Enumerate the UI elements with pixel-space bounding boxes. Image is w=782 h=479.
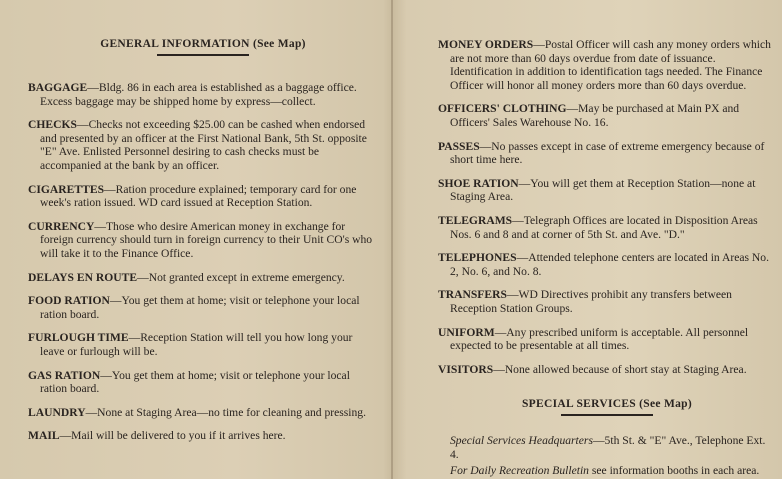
special-italic: For Daily Recreation Bulletin <box>450 464 589 478</box>
entry-money-orders <box>438 38 776 92</box>
entry-text: —Those who desire American money in exchange for foreign currency should turn in foreign currency to their Unit CO's who will take it to the Finance Office. <box>40 219 373 260</box>
entry-delays <box>28 271 378 285</box>
entry-term: TELEPHONES <box>438 251 517 265</box>
entry-telegrams <box>438 214 776 241</box>
entry-term: OFFICERS' CLOTHING <box>438 102 567 116</box>
entry-shoe-ration <box>438 177 776 204</box>
entry-text: —None at Staging Area—no time for cleaning and pressing. <box>85 405 366 419</box>
entry-officers-clothing <box>438 102 776 129</box>
entry-term: DELAYS EN ROUTE <box>28 270 138 284</box>
entry-term: MONEY ORDERS <box>438 38 534 51</box>
entry-text: —WD Directives prohibit any transfers between Reception Station Groups. <box>450 288 732 315</box>
entry-term: UNIFORM <box>438 325 495 339</box>
entry-telephones <box>438 251 776 278</box>
entry-text: —No passes except in case of extreme emergency because of short time here. <box>450 139 765 167</box>
entry-transfers <box>438 288 776 315</box>
page-fold <box>391 0 393 479</box>
entry-checks <box>28 118 378 172</box>
general-info-heading: GENERAL INFORMATION (See Map) <box>100 38 306 50</box>
entry-text: —Mail will be delivered to you if it arrives here. <box>59 429 286 443</box>
entry-text: —Bldg. 86 in each area is established as a baggage office. Excess baggage may be shipped home by express—collect. <box>40 81 357 108</box>
entry-text: —May be purchased at Main PX and Officers' Sales Warehouse No. 16. <box>450 102 740 129</box>
entry-text: —You will get them at Reception Station—none at Staging Area. <box>450 176 756 204</box>
entry-mail <box>28 429 378 443</box>
entry-text: —None allowed because of short stay at Staging Area. <box>493 362 747 376</box>
entry-term: TELEGRAMS <box>438 213 513 227</box>
entry-text: —Telegraph Offices are located in Disposition Areas Nos. 6 and 8 and at corner of 5th St. and Ave. "D." <box>450 213 758 241</box>
entry-text: —Ration procedure explained; temporary card for one week's ration issued. WD card issued at Reception Station. <box>40 182 357 210</box>
entry-cigarettes <box>28 183 378 210</box>
entry-term: VISITORS <box>438 362 494 376</box>
right-column <box>438 0 776 479</box>
entry-term: FOOD RATION <box>28 294 110 308</box>
entry-term: BAGGAGE <box>28 81 88 94</box>
entry-furlough <box>28 331 378 358</box>
special-hq <box>438 434 776 461</box>
entry-visitors <box>438 363 776 377</box>
entry-text: —Reception Station will tell you how long your leave or furlough will be. <box>40 331 353 358</box>
entry-term: SHOE RATION <box>438 176 519 190</box>
entry-baggage <box>28 81 378 108</box>
special-services-heading: SPECIAL SERVICES (See Map) <box>521 398 693 411</box>
entry-term: CIGARETTES <box>28 182 105 196</box>
entry-term: CHECKS <box>28 118 77 132</box>
entry-text: —Postal Officer will cash any money orders which are not more than 60 days overdue from date of issuance. Identification in addition to identification tags needed. The Finance Officer will honor all money orders more than 60 days overdue. <box>450 38 771 92</box>
entry-term: CURRENCY <box>28 219 95 233</box>
entry-passes <box>438 140 776 167</box>
entry-text: —Not granted except in extreme emergency. <box>137 270 345 284</box>
entry-text: —You get them at home; visit or telephone your local ration board. <box>40 294 360 321</box>
entry-text: —Checks not exceeding $25.00 can be cashed when endorsed and presented by an officer at the First National Bank, 5th St. opposite "E" Ave. Enlisted Personnel desiring to cash checks must be accompanied at the bank by an officer. <box>40 118 367 172</box>
entry-uniform <box>438 326 776 353</box>
entry-food-ration <box>28 294 378 321</box>
entry-term: LAUNDRY <box>28 405 86 419</box>
entry-text: —Attended telephone centers are located in Areas No. 2, No. 6, and No. 8. <box>450 251 769 278</box>
entry-term: PASSES <box>438 139 480 153</box>
entry-text: —You get them at home; visit or telephone your local ration board. <box>40 368 350 396</box>
special-bulletin <box>438 464 776 478</box>
entry-term: GAS RATION <box>28 368 101 382</box>
special-text: see information booths in each area. <box>588 464 760 478</box>
entry-currency <box>28 220 378 261</box>
special-italic: Special Services Headquarters <box>450 434 593 448</box>
entry-text: —Any prescribed uniform is acceptable. All personnel expected to be presentable at all times. <box>450 325 749 353</box>
special-text: —5th St. & "E" Ave., Telephone Ext. 4. <box>450 434 766 461</box>
left-column <box>28 0 378 479</box>
entry-gas-ration <box>28 369 378 396</box>
entry-term: MAIL <box>28 429 60 443</box>
entry-term: TRANSFERS <box>438 288 507 302</box>
entry-laundry <box>28 406 378 420</box>
entry-term: FURLOUGH TIME <box>28 331 129 345</box>
